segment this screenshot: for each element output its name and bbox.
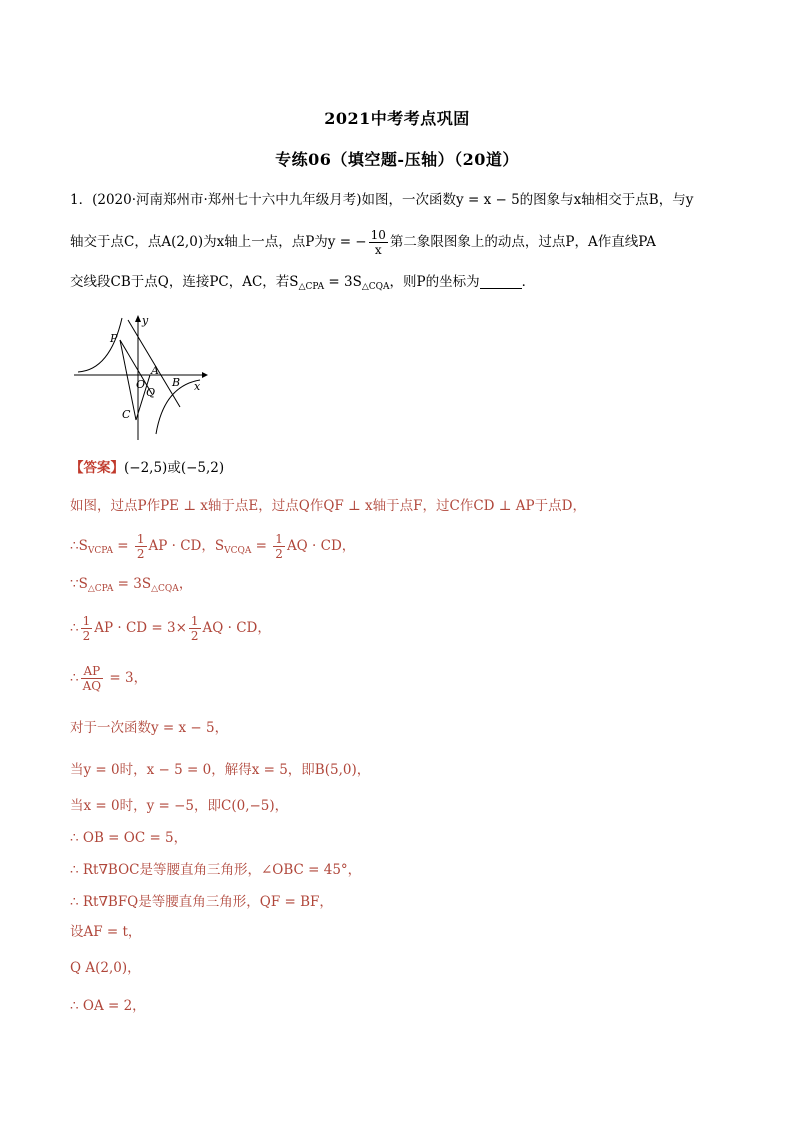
solution-text-3c: ，: [178, 576, 193, 592]
solution-line-12: [70, 922, 141, 942]
answer-blank: [480, 274, 522, 289]
solution-line-1: [70, 496, 586, 516]
question-line-2: [70, 228, 656, 257]
fraction-numerator: 1: [82, 614, 91, 628]
solution-text-4c: AQ · CD，: [202, 620, 271, 636]
fraction-numerator: 10: [370, 228, 386, 242]
y-axis-arrow: [135, 315, 141, 322]
solution-text-14: ∴ OA = 2，: [70, 998, 146, 1014]
label-c: C: [122, 408, 131, 421]
solution-line-3: [70, 574, 192, 599]
solution-line-6: [70, 718, 228, 738]
solution-text-2a: ∴S: [70, 538, 88, 554]
fraction-denominator: x: [374, 243, 382, 257]
solution-fraction-2b: [273, 532, 285, 561]
solution-text-5a: ∴: [70, 670, 79, 686]
solution-line-5: [70, 664, 147, 693]
answer-label: 【答案】: [70, 460, 124, 476]
question-sub-1: △CPA: [298, 282, 325, 292]
label-x: x: [194, 380, 201, 393]
label-b: B: [172, 376, 181, 389]
page-title: 2021中考考点巩固: [324, 109, 470, 128]
solution-text-12: 设AF = t，: [70, 924, 142, 940]
solution-text-4a: ∴: [70, 620, 79, 636]
solution-text-3b: = 3S: [113, 576, 152, 592]
question-text-2a: 轴交于点C，点A(2,0)为x轴上一点，点P为y = −: [70, 234, 367, 250]
question-line-3: [70, 272, 535, 297]
label-q: Q: [146, 386, 156, 399]
solution-line-13: [70, 958, 141, 978]
hyperbola-branch-2: [78, 318, 122, 372]
solution-fraction-2a: [135, 532, 147, 561]
solution-sub-2a: VCPA: [87, 546, 113, 556]
question-sub-2: △CQA: [361, 282, 390, 292]
solution-line-14: [70, 996, 146, 1016]
solution-text-9: ∴ OB = OC = 5，: [70, 830, 188, 846]
solution-text-8: 当x = 0时，y = −5，即C(0,−5)，: [70, 798, 289, 814]
solution-text-1: 如图，过点P作PE ⊥ x轴于点E，过点Q作QF ⊥ x轴于点F，过C作CD ⊥ AP于点D，: [70, 498, 586, 514]
label-o: O: [136, 378, 146, 391]
fraction-denominator: 2: [136, 547, 145, 561]
solution-fraction-4a: [81, 614, 93, 643]
question-text-3a: 交线段CB于点Q，连接PC，AC，若S: [70, 274, 299, 290]
fraction-denominator: 2: [82, 629, 91, 643]
question-text-3b: = 3S: [324, 274, 362, 290]
solution-text-2d: =: [251, 538, 272, 554]
solution-text-2e: AQ · CD，: [286, 538, 356, 554]
question-text-3c: ，则P的坐标为: [389, 274, 480, 290]
x-axis-arrow: [202, 372, 208, 378]
answer-line: [70, 458, 224, 478]
question-line-1: [70, 190, 693, 210]
answer-value: (−2,5)或(−5,2): [124, 460, 225, 476]
solution-text-6: 对于一次函数y = x − 5，: [70, 720, 229, 736]
solution-fraction-5: [81, 664, 104, 693]
solution-text-3a: ∵S: [70, 576, 88, 592]
label-y: y: [142, 314, 149, 327]
solution-line-9: [70, 828, 187, 848]
solution-sub-3a: △CPA: [87, 584, 114, 594]
solution-text-4b: AP · CD = 3×: [94, 620, 187, 636]
solution-text-5b: = 3，: [105, 670, 148, 686]
solution-text-10: ∴ Rt∇BOC是等腰直角三角形，∠OBC = 45°，: [70, 862, 362, 878]
solution-text-2b: =: [112, 538, 133, 554]
question-fraction: [369, 228, 388, 257]
solution-line-10: [70, 860, 361, 880]
solution-line-4: [70, 614, 271, 643]
solution-line-8: [70, 796, 288, 816]
solution-text-13: Q A(2,0)，: [70, 960, 141, 976]
fraction-numerator: 1: [136, 532, 145, 546]
fraction-numerator: 1: [275, 532, 283, 546]
question-text-1: 1．(2020·河南郑州市·郑州七十六中九年级月考)如图，一次函数y = x − 5的图象与x轴相交于点B，与y: [70, 192, 694, 208]
solution-line-7: [70, 760, 370, 780]
solution-text-11: ∴ Rt∇BFQ是等腰直角三角形，QF = BF，: [70, 894, 333, 910]
question-text-3end: ．: [521, 274, 536, 290]
solution-sub-2b: VCQA: [224, 546, 252, 556]
question-text-2b: 第二象限图象上的动点，过点P，A作直线PA: [389, 234, 656, 250]
solution-line-11: [70, 892, 333, 912]
page-subtitle: 专练06（填空题-压轴）（20道）: [275, 150, 519, 169]
fraction-denominator: 2: [275, 547, 283, 561]
fraction-denominator: 2: [190, 629, 199, 643]
solution-fraction-4b: [189, 614, 201, 643]
solution-text-2c: AP · CD，S: [148, 538, 225, 554]
function-graph-figure: [72, 312, 212, 442]
fraction-denominator: AQ: [82, 679, 102, 693]
label-a: A: [151, 364, 159, 377]
solution-text-7: 当y = 0时，x − 5 = 0，解得x = 5，即B(5,0)，: [70, 762, 371, 778]
solution-line-2: [70, 532, 355, 561]
label-p: P: [110, 332, 118, 345]
fraction-numerator: 1: [190, 614, 199, 628]
fraction-numerator: AP: [81, 664, 104, 679]
solution-sub-3b: △CQA: [151, 584, 179, 594]
